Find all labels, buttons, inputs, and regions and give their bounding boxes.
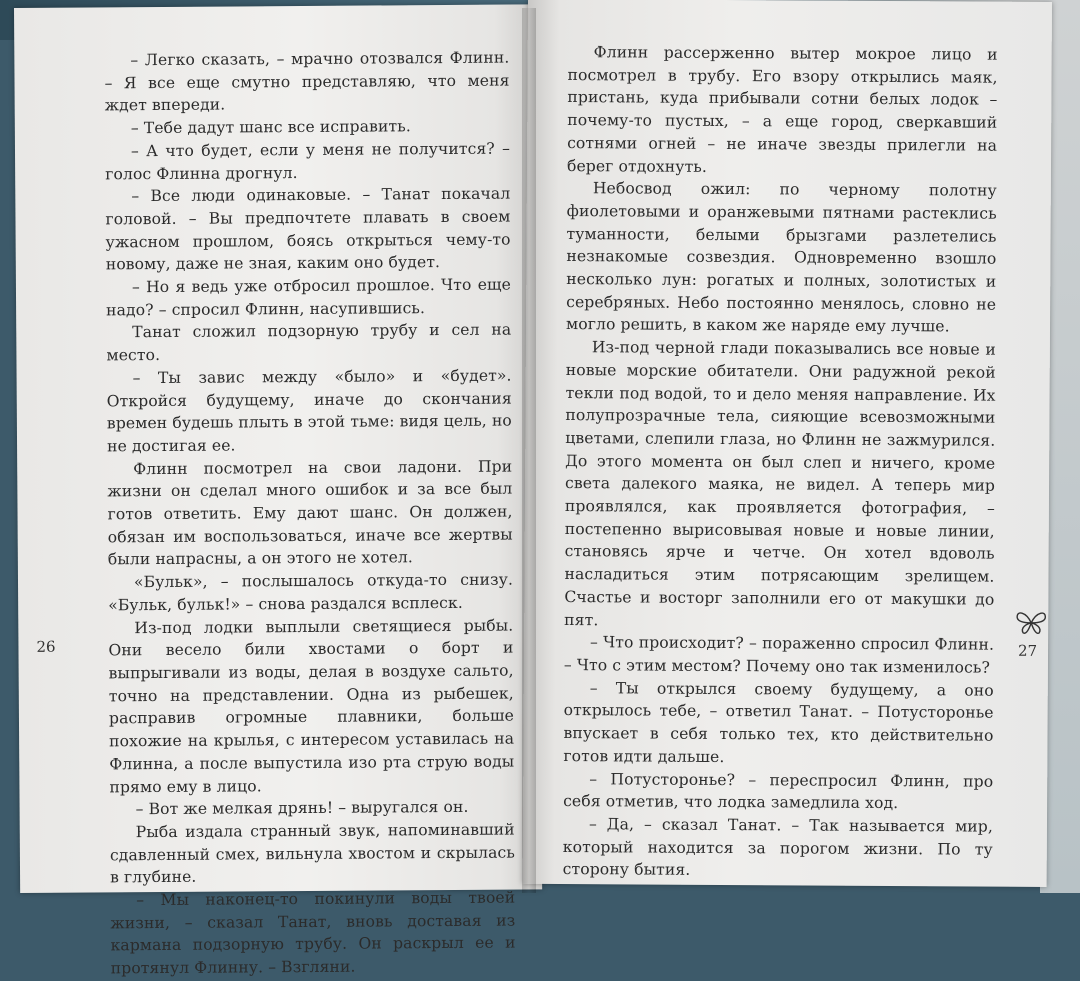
- paragraph: – Ты открылся своему будущему, а оно открылось тебе, – ответил Танат. – Потусторонье впускает в себя только тех, кто действительно готов идти дальше.: [563, 678, 994, 766]
- right-page-number: 27: [1017, 641, 1038, 660]
- paragraph: Танат сложил подзорную трубу и сел на место.: [106, 320, 512, 365]
- paragraph: Флинн рассерженно вытер мокрое лицо и посмотрел в трубу. Его взору открылись маяк, пристань, куда прибывали сотни белых лодок – почему-то пустых, – а еще город, сверкавший сотнями огней – не иначе звезды прилегли на берег отдохнуть.: [566, 43, 998, 176]
- left-page-number: 26: [36, 637, 56, 656]
- paragraph: – Мы наконец-то покинули воды твоей жизни, – сказал Танат, вновь доставая из кармана подзорную трубу. Он раскрыл ее и протянул Флинну. – Взгляни.: [110, 888, 516, 978]
- paragraph: – Да, – сказал Танат. – Так называется мир, который находится за порогом жизни. По ту сторону бытия.: [562, 815, 994, 880]
- butterfly-icon: [1014, 610, 1048, 636]
- paragraph: Флинн посмотрел на свои ладони. При жизни он сделал много ошибок и за все был готов ответить. Ему дают шанс. Он должен, обязан им воспользоваться, иначе все жертвы были напрасны, а он этого не хотел.: [107, 457, 513, 569]
- paragraph: Из-под черной глади показывались все новые и новые морские обитатели. Они радужной рекой текли под водой, то и дело меняя направление. Их полупрозрачные тела, сияющие всевозможными цветами, слепили глаза, но Флинн не зажмурился. До этого момента он был слеп и ничего, кроме света далекого маяка, не видел. А теперь мир проявлялся, как проявляется фотография, – постепенно вырисовывая новые и новые линии, становясь ярче и четче. Он хотел вдоволь насладиться этим потрясающим зрелищем. Счастье и восторг заполнили его от макушки до пят.: [564, 338, 996, 629]
- paragraph: – Потусторонье? – переспросил Флинн, про себя отметив, что лодка замедлила ход.: [563, 769, 994, 813]
- paragraph: – А что будет, если у меня не получится? – голос Флинна дрогнул.: [105, 139, 511, 183]
- paragraph: Из-под лодки выплыли светящиеся рыбы. Они весело били хвостами о борт и выпрыгивали из воды, делая в воздухе сальто, точно на представлении. Одна из рыбешек, расправив огромные плавники, больше похожие на крылья, с интересом уставилась на Флинна, а после выпустила изо рта струю воды прямо ему в лицо.: [108, 616, 515, 796]
- paragraph: Небосвод ожил: по черному полотну фиолетовыми и оранжевыми пятнами растеклись туманности, белыми брызгами разлетелись незнакомые созвездия. Одновременно взошло несколько лун: рогатых и полных, золотистых и серебряных. Небо постоянно менялось, словно не могло решить, в каком же наряде ему лучше.: [565, 179, 997, 336]
- left-page: [14, 4, 542, 978]
- paragraph: – Вот же мелкая дрянь! – выругался он.: [135, 798, 469, 819]
- paragraph: – Легко сказать, – мрачно отозвался Флинн. – Я все еще смутно представляю, что меня ждет впереди.: [104, 48, 510, 115]
- paragraph: «Бульк», – послышалось откуда-то снизу. «Бульк, бульк!» – снова раздался всплеск.: [108, 570, 514, 615]
- paragraph: Рыба издала странный звук, напоминавший сдавленный смех, вильнула хвостом и скрылась в глубине.: [109, 820, 515, 887]
- left-page-text: [104, 47, 515, 981]
- paragraph: – Тебе дадут шанс все исправить.: [130, 117, 411, 138]
- paragraph: – Но я ведь уже отбросил прошлое. Что еще надо? – спросил Флинн, насупившись.: [106, 275, 512, 320]
- right-page-text: [563, 41, 998, 884]
- paragraph: – Что происходит? – пораженно спросил Флинн. – Что с этим местом? Почему оно так изменилось?: [563, 633, 995, 677]
- paragraph: – Ты завис между «было» и «будет». Откройся будущему, иначе до скончания времен будешь плыть в этой тьме: видя цель, но не достигая ее.: [106, 366, 512, 456]
- paragraph: – Все люди одинаковые. – Танат покачал головой. – Вы предпочтете плавать в своем ужасном прошлом, боясь открыться чему-то новому, даже не зная, каким оно будет.: [105, 184, 511, 274]
- right-page: [523, 0, 1052, 887]
- book-gutter: [522, 8, 536, 893]
